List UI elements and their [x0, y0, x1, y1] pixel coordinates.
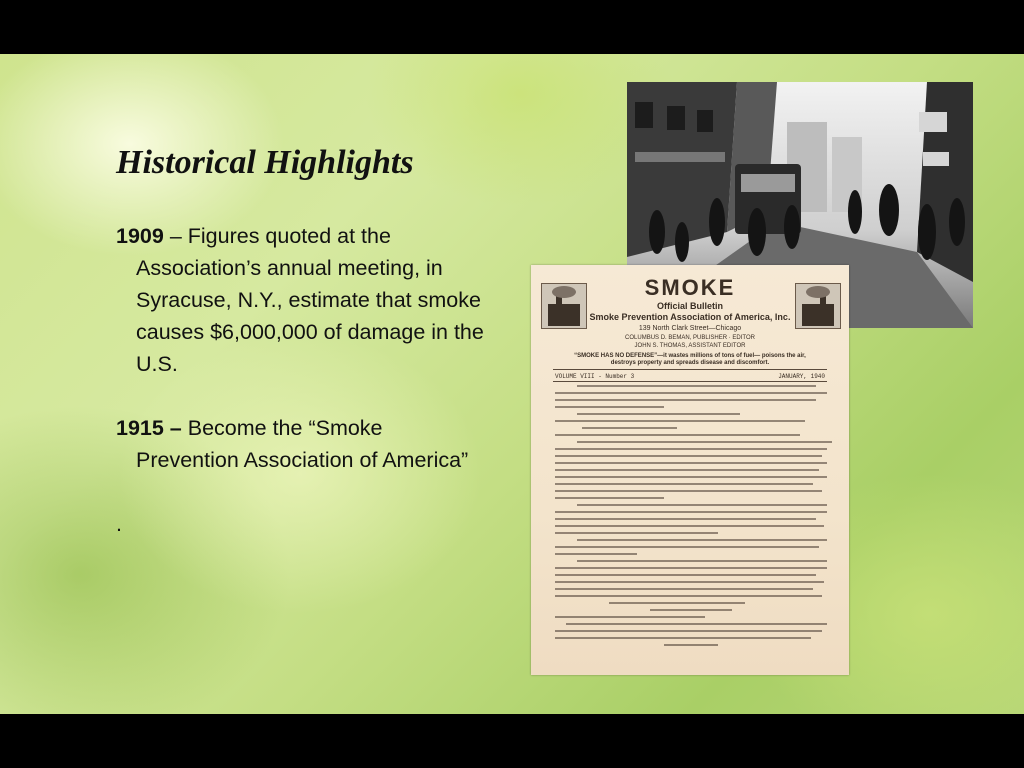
bulletin-masthead: SMOKE [644, 275, 736, 300]
entry-1909 [116, 220, 491, 380]
slide-title: Historical Highlights [116, 144, 414, 181]
bulletin-date: JANUARY, 1940 [778, 373, 825, 380]
divider [553, 381, 827, 382]
body-text [116, 220, 491, 540]
bulletin-editor: COLUMBUS D. BEMAN, PUBLISHER · EDITOR [625, 335, 755, 341]
entry-1915 [116, 412, 491, 476]
bulletin-publisher: Smoke Prevention Association of America, Inc. [589, 312, 791, 322]
entry-text: Become the “Smoke Prevention Association of America” [136, 416, 469, 472]
entry-text: Figures quoted at the Association’s annual meeting, in Syracuse, N.Y., estimate that smoke causes $6,000,000 of damage in the U.S. [136, 224, 484, 376]
entry-year: 1915 – [116, 416, 188, 440]
bulletin-tagline: “SMOKE HAS NO DEFENSE”—it wastes millions of tons of fuel— poisons the air, destroys property and spreads disease and discomfort. [574, 353, 806, 366]
trailing-period: . [116, 512, 122, 536]
bulletin-subtitle: Official Bulletin [656, 301, 723, 311]
slide [0, 54, 1024, 714]
entry-separator: – [163, 224, 188, 248]
divider [553, 369, 827, 370]
bulletin-assistant-editor: JOHN S. THOMAS, ASSISTANT EDITOR [634, 343, 746, 349]
entry-year: 1909 [116, 224, 164, 248]
bulletin-volume: VOLUME VIII - Number 3 [555, 373, 635, 380]
smoke-bulletin-document [531, 265, 849, 675]
bulletin-address: 139 North Clark Street—Chicago [638, 325, 742, 332]
bulletin-body-text [555, 385, 827, 651]
